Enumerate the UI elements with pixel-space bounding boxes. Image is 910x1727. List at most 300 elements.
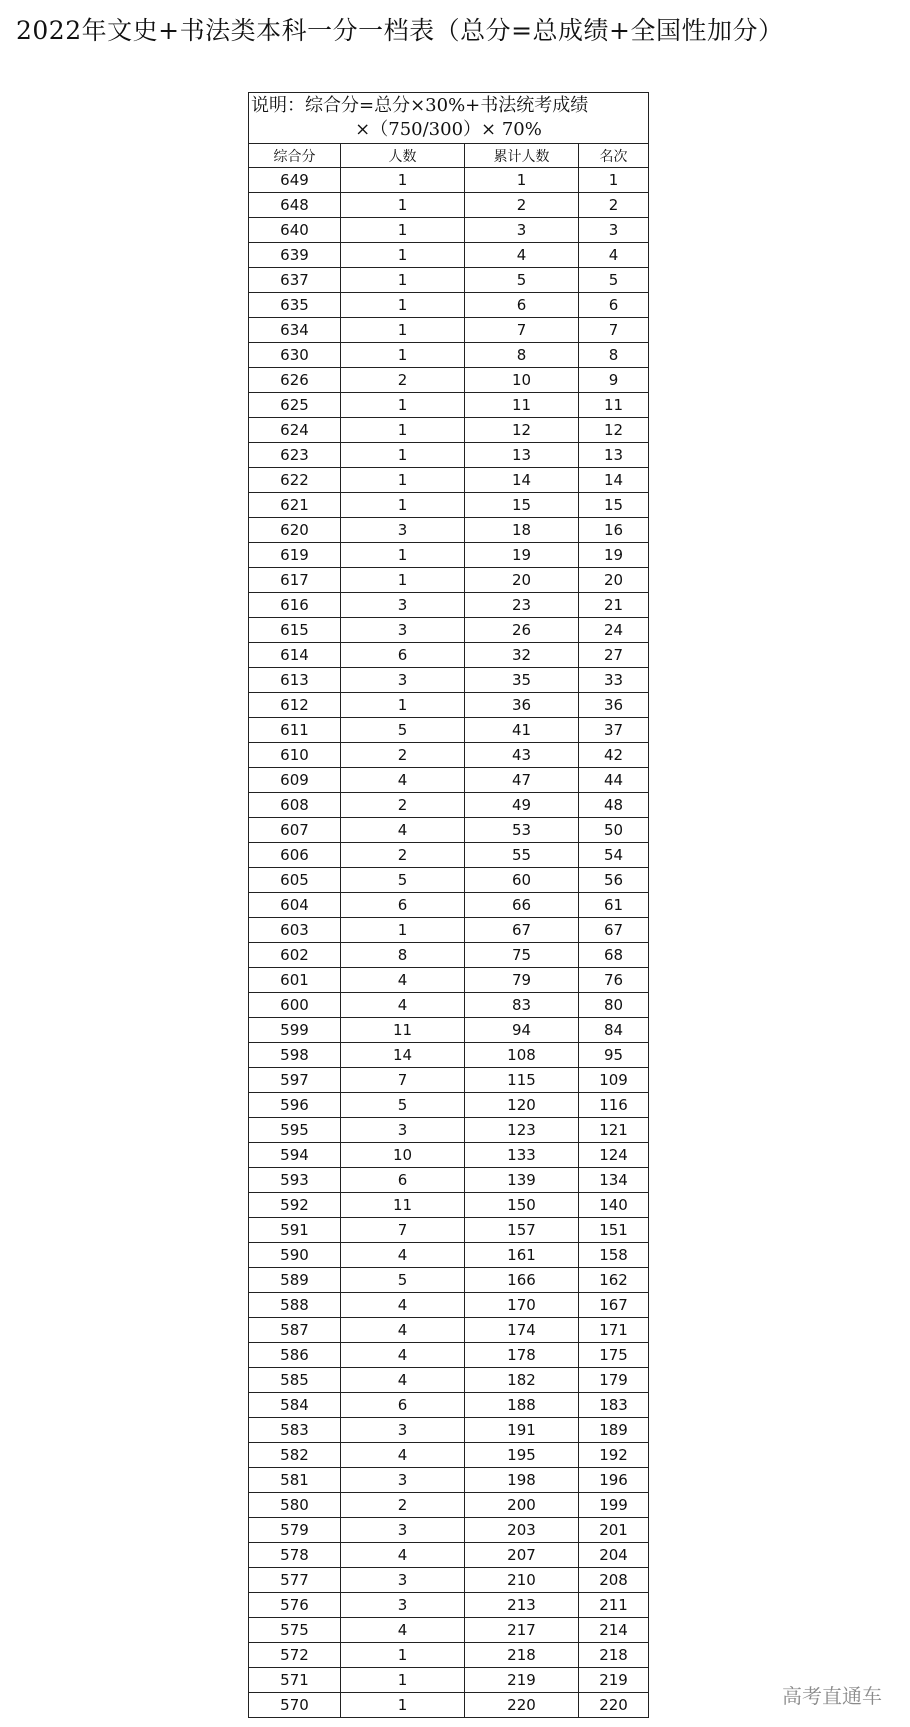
score-cell: 635 [249,293,341,318]
cumulative-cell: 20 [465,568,579,593]
rank-cell: 1 [579,168,649,193]
cumulative-cell: 166 [465,1268,579,1293]
cumulative-cell: 198 [465,1468,579,1493]
score-cell: 607 [249,818,341,843]
note-row [249,93,649,144]
score-cell: 581 [249,1468,341,1493]
score-cell: 612 [249,693,341,718]
count-cell: 3 [341,1418,465,1443]
score-cell: 595 [249,1118,341,1143]
count-cell: 4 [341,1293,465,1318]
score-cell: 590 [249,1243,341,1268]
rank-cell: 14 [579,468,649,493]
count-cell: 1 [341,168,465,193]
rank-cell: 24 [579,618,649,643]
rank-cell: 5 [579,268,649,293]
cumulative-cell: 191 [465,1418,579,1443]
cumulative-cell: 133 [465,1143,579,1168]
score-cell: 608 [249,793,341,818]
score-cell: 599 [249,1018,341,1043]
table-row [249,343,649,368]
score-cell: 578 [249,1543,341,1568]
table-row [249,1218,649,1243]
formula-note-line1: 说明：综合分=总分×30%+书法统考成绩 [251,95,589,116]
rank-cell: 140 [579,1193,649,1218]
score-table-container [248,92,648,1718]
score-cell: 605 [249,868,341,893]
rank-cell: 44 [579,768,649,793]
rank-cell: 61 [579,893,649,918]
count-cell: 1 [341,568,465,593]
count-cell: 2 [341,743,465,768]
score-cell: 613 [249,668,341,693]
rank-cell: 121 [579,1118,649,1143]
rank-cell: 167 [579,1293,649,1318]
table-row [249,1368,649,1393]
count-cell: 1 [341,1693,465,1718]
table-row [249,668,649,693]
count-cell: 1 [341,468,465,493]
cumulative-cell: 115 [465,1068,579,1093]
score-cell: 616 [249,593,341,618]
count-cell: 5 [341,868,465,893]
count-cell: 7 [341,1068,465,1093]
score-cell: 615 [249,618,341,643]
cumulative-cell: 94 [465,1018,579,1043]
table-body [249,168,649,1718]
score-cell: 577 [249,1568,341,1593]
rank-cell: 84 [579,1018,649,1043]
count-cell: 10 [341,1143,465,1168]
rank-cell: 109 [579,1068,649,1093]
rank-cell: 15 [579,493,649,518]
page-title: 2022年文史+书法类本科一分一档表（总分=总成绩+全国性加分） [16,16,784,45]
count-cell: 2 [341,843,465,868]
count-cell: 4 [341,968,465,993]
column-header-cumulative: 累计人数 [465,144,579,168]
cumulative-cell: 18 [465,518,579,543]
count-cell: 3 [341,1468,465,1493]
cumulative-cell: 195 [465,1443,579,1468]
table-row [249,1468,649,1493]
cumulative-cell: 32 [465,643,579,668]
rank-cell: 50 [579,818,649,843]
cumulative-cell: 60 [465,868,579,893]
cumulative-cell: 14 [465,468,579,493]
table-row [249,1493,649,1518]
score-cell: 640 [249,218,341,243]
cumulative-cell: 12 [465,418,579,443]
count-cell: 1 [341,443,465,468]
table-row [249,1018,649,1043]
cumulative-cell: 13 [465,443,579,468]
count-cell: 5 [341,1093,465,1118]
rank-cell: 158 [579,1243,649,1268]
count-cell: 1 [341,418,465,443]
count-cell: 1 [341,543,465,568]
rank-cell: 4 [579,243,649,268]
rank-cell: 179 [579,1368,649,1393]
table-row [249,1268,649,1293]
count-cell: 4 [341,1618,465,1643]
cumulative-cell: 217 [465,1618,579,1643]
count-cell: 7 [341,1218,465,1243]
count-cell: 1 [341,1643,465,1668]
score-cell: 583 [249,1418,341,1443]
score-cell: 596 [249,1093,341,1118]
rank-cell: 12 [579,418,649,443]
count-cell: 3 [341,593,465,618]
score-cell: 619 [249,543,341,568]
table-row [249,693,649,718]
rank-cell: 54 [579,843,649,868]
cumulative-cell: 6 [465,293,579,318]
cumulative-cell: 188 [465,1393,579,1418]
score-cell: 600 [249,993,341,1018]
table-row [249,443,649,468]
table-row [249,968,649,993]
cumulative-cell: 19 [465,543,579,568]
score-cell: 604 [249,893,341,918]
score-cell: 624 [249,418,341,443]
cumulative-cell: 1 [465,168,579,193]
score-cell: 637 [249,268,341,293]
cumulative-cell: 67 [465,918,579,943]
score-cell: 585 [249,1368,341,1393]
count-cell: 3 [341,1518,465,1543]
cumulative-cell: 139 [465,1168,579,1193]
cumulative-cell: 108 [465,1043,579,1068]
count-cell: 3 [341,1568,465,1593]
count-cell: 1 [341,493,465,518]
table-row [249,1168,649,1193]
table-row [249,793,649,818]
table-row [249,368,649,393]
cumulative-cell: 43 [465,743,579,768]
header-row [249,144,649,168]
rank-cell: 162 [579,1268,649,1293]
table-row [249,418,649,443]
count-cell: 1 [341,293,465,318]
cumulative-cell: 41 [465,718,579,743]
cumulative-cell: 170 [465,1293,579,1318]
score-cell: 610 [249,743,341,768]
score-cell: 575 [249,1618,341,1643]
table-row [249,1068,649,1093]
score-cell: 606 [249,843,341,868]
count-cell: 6 [341,643,465,668]
score-cell: 582 [249,1443,341,1468]
rank-cell: 48 [579,793,649,818]
table-row [249,268,649,293]
rank-cell: 183 [579,1393,649,1418]
score-cell: 609 [249,768,341,793]
table-row [249,1093,649,1118]
score-cell: 649 [249,168,341,193]
count-cell: 1 [341,343,465,368]
table-row [249,818,649,843]
score-cell: 623 [249,443,341,468]
table-row [249,1693,649,1718]
score-cell: 625 [249,393,341,418]
rank-cell: 151 [579,1218,649,1243]
score-cell: 584 [249,1393,341,1418]
table-row [249,493,649,518]
count-cell: 2 [341,368,465,393]
rank-cell: 67 [579,918,649,943]
count-cell: 2 [341,793,465,818]
cumulative-cell: 15 [465,493,579,518]
score-cell: 630 [249,343,341,368]
count-cell: 4 [341,1368,465,1393]
cumulative-cell: 26 [465,618,579,643]
cumulative-cell: 10 [465,368,579,393]
rank-cell: 171 [579,1318,649,1343]
rank-cell: 8 [579,343,649,368]
cumulative-cell: 182 [465,1368,579,1393]
rank-cell: 21 [579,593,649,618]
score-cell: 598 [249,1043,341,1068]
table-row [249,1518,649,1543]
table-row [249,518,649,543]
table-row [249,893,649,918]
table-row [249,318,649,343]
cumulative-cell: 53 [465,818,579,843]
count-cell: 4 [341,1343,465,1368]
table-row [249,993,649,1018]
count-cell: 1 [341,218,465,243]
score-cell: 634 [249,318,341,343]
cumulative-cell: 218 [465,1643,579,1668]
rank-cell: 214 [579,1618,649,1643]
formula-note [249,93,649,144]
table-row [249,643,649,668]
rank-cell: 211 [579,1593,649,1618]
table-row [249,1593,649,1618]
table-row [249,393,649,418]
count-cell: 1 [341,1668,465,1693]
score-cell: 614 [249,643,341,668]
score-cell: 594 [249,1143,341,1168]
count-cell: 3 [341,668,465,693]
table-row [249,193,649,218]
count-cell: 6 [341,893,465,918]
count-cell: 1 [341,193,465,218]
table-row [249,1193,649,1218]
rank-cell: 208 [579,1568,649,1593]
count-cell: 6 [341,1393,465,1418]
rank-cell: 201 [579,1518,649,1543]
table-row [249,1643,649,1668]
score-cell: 579 [249,1518,341,1543]
score-cell: 588 [249,1293,341,1318]
cumulative-cell: 203 [465,1518,579,1543]
score-cell: 639 [249,243,341,268]
cumulative-cell: 157 [465,1218,579,1243]
cumulative-cell: 213 [465,1593,579,1618]
score-cell: 597 [249,1068,341,1093]
score-cell: 601 [249,968,341,993]
cumulative-cell: 11 [465,393,579,418]
score-cell: 572 [249,1643,341,1668]
count-cell: 11 [341,1018,465,1043]
table-row [249,743,649,768]
count-cell: 5 [341,718,465,743]
column-header-count: 人数 [341,144,465,168]
count-cell: 4 [341,818,465,843]
count-cell: 8 [341,943,465,968]
rank-cell: 37 [579,718,649,743]
rank-cell: 7 [579,318,649,343]
score-cell: 617 [249,568,341,593]
score-cell: 589 [249,1268,341,1293]
table-row [249,218,649,243]
count-cell: 4 [341,1318,465,1343]
table-row [249,718,649,743]
table-row [249,1318,649,1343]
score-cell: 591 [249,1218,341,1243]
cumulative-cell: 23 [465,593,579,618]
score-cell: 611 [249,718,341,743]
rank-cell: 16 [579,518,649,543]
rank-cell: 189 [579,1418,649,1443]
count-cell: 1 [341,318,465,343]
rank-cell: 42 [579,743,649,768]
score-cell: 570 [249,1693,341,1718]
rank-cell: 76 [579,968,649,993]
rank-cell: 175 [579,1343,649,1368]
table-row [249,1143,649,1168]
cumulative-cell: 55 [465,843,579,868]
count-cell: 3 [341,1118,465,1143]
table-row [249,1568,649,1593]
table-row [249,543,649,568]
table-row [249,468,649,493]
rank-cell: 20 [579,568,649,593]
rank-cell: 220 [579,1693,649,1718]
cumulative-cell: 7 [465,318,579,343]
cumulative-cell: 178 [465,1343,579,1368]
table-row [249,768,649,793]
score-cell: 587 [249,1318,341,1343]
cumulative-cell: 207 [465,1543,579,1568]
rank-cell: 219 [579,1668,649,1693]
table-row [249,843,649,868]
count-cell: 1 [341,243,465,268]
rank-cell: 134 [579,1168,649,1193]
score-cell: 580 [249,1493,341,1518]
cumulative-cell: 120 [465,1093,579,1118]
rank-cell: 9 [579,368,649,393]
rank-cell: 218 [579,1643,649,1668]
cumulative-cell: 5 [465,268,579,293]
rank-cell: 95 [579,1043,649,1068]
score-cell: 592 [249,1193,341,1218]
table-row [249,1243,649,1268]
cumulative-cell: 123 [465,1118,579,1143]
rank-cell: 199 [579,1493,649,1518]
table-row [249,568,649,593]
score-cell: 622 [249,468,341,493]
count-cell: 3 [341,518,465,543]
table-row [249,868,649,893]
count-cell: 1 [341,693,465,718]
cumulative-cell: 83 [465,993,579,1018]
score-cell: 621 [249,493,341,518]
score-cell: 603 [249,918,341,943]
table-row [249,1118,649,1143]
table-row [249,1043,649,1068]
count-cell: 4 [341,1243,465,1268]
rank-cell: 19 [579,543,649,568]
cumulative-cell: 75 [465,943,579,968]
cumulative-cell: 219 [465,1668,579,1693]
cumulative-cell: 150 [465,1193,579,1218]
rank-cell: 68 [579,943,649,968]
cumulative-cell: 210 [465,1568,579,1593]
rank-cell: 33 [579,668,649,693]
rank-cell: 192 [579,1443,649,1468]
count-cell: 1 [341,393,465,418]
rank-cell: 56 [579,868,649,893]
column-header-score: 综合分 [249,144,341,168]
rank-cell: 80 [579,993,649,1018]
rank-cell: 116 [579,1093,649,1118]
cumulative-cell: 79 [465,968,579,993]
rank-cell: 13 [579,443,649,468]
score-cell: 626 [249,368,341,393]
cumulative-cell: 8 [465,343,579,368]
count-cell: 1 [341,918,465,943]
table-row [249,243,649,268]
table-row [249,1343,649,1368]
table-row [249,1543,649,1568]
rank-cell: 204 [579,1543,649,1568]
cumulative-cell: 36 [465,693,579,718]
cumulative-cell: 35 [465,668,579,693]
score-cell: 593 [249,1168,341,1193]
watermark: 高考直通车 [782,1684,882,1708]
count-cell: 4 [341,1543,465,1568]
count-cell: 3 [341,618,465,643]
cumulative-cell: 3 [465,218,579,243]
cumulative-cell: 4 [465,243,579,268]
cumulative-cell: 174 [465,1318,579,1343]
score-cell: 620 [249,518,341,543]
formula-note-line2: ×（750/300）× 70% [355,119,542,140]
table-row [249,1393,649,1418]
table-row [249,1418,649,1443]
table-row [249,1668,649,1693]
cumulative-cell: 49 [465,793,579,818]
score-cell: 648 [249,193,341,218]
rank-cell: 124 [579,1143,649,1168]
rank-cell: 27 [579,643,649,668]
count-cell: 4 [341,768,465,793]
score-cell: 586 [249,1343,341,1368]
rank-cell: 2 [579,193,649,218]
table-row [249,593,649,618]
cumulative-cell: 220 [465,1693,579,1718]
rank-cell: 196 [579,1468,649,1493]
cumulative-cell: 47 [465,768,579,793]
table-row [249,1618,649,1643]
cumulative-cell: 161 [465,1243,579,1268]
rank-cell: 36 [579,693,649,718]
table-row [249,168,649,193]
count-cell: 3 [341,1593,465,1618]
count-cell: 2 [341,1493,465,1518]
